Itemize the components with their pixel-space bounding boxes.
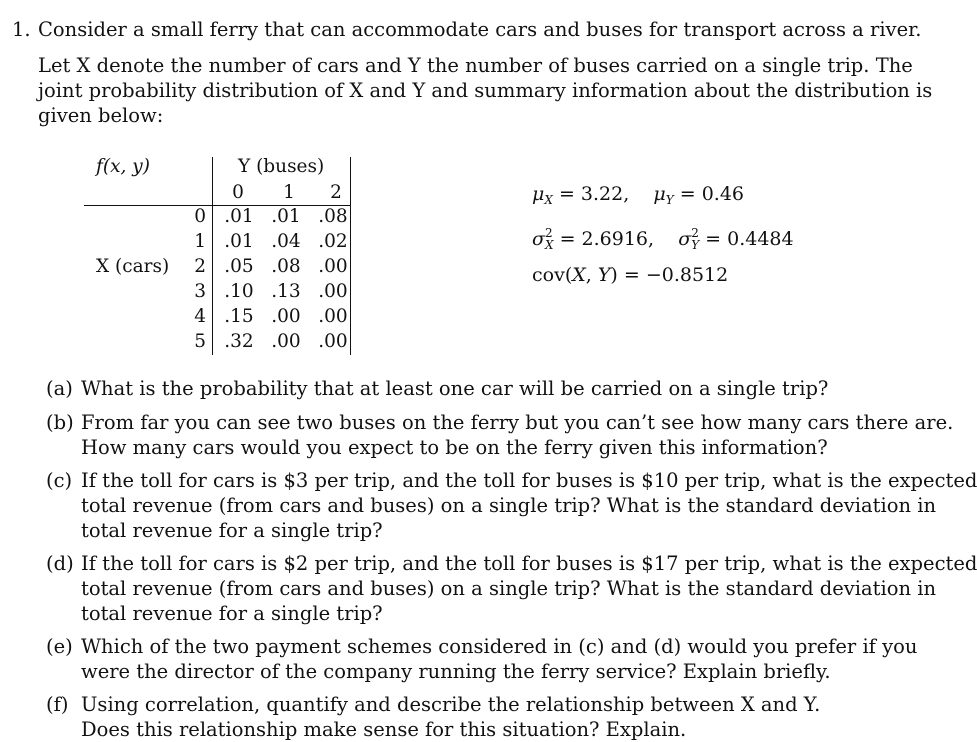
table-col-header: Y (buses) [238, 156, 325, 177]
table-row-header: X (cars) [96, 256, 170, 277]
row-value: 4 [194, 306, 206, 327]
table-cell: .02 [318, 231, 348, 252]
row-value: 5 [194, 331, 206, 352]
question-line: Does this relationship make sense for this situation? Explain. [81, 718, 687, 741]
table-horizontal-rule [84, 205, 351, 206]
table-cell: .05 [224, 256, 254, 277]
table-cell: .10 [224, 281, 254, 302]
question-label: (d) [46, 552, 74, 575]
question-label: (c) [46, 469, 73, 492]
table-cell: .00 [318, 331, 348, 352]
description-line: Let X denote the number of cars and Y the number of buses carried on a single trip. The [38, 54, 913, 77]
question-line: If the toll for cars is $2 per trip, and the toll for buses is $17 per trip, what is the expected [81, 552, 977, 575]
question-line: total revenue for a single trip? [81, 519, 383, 542]
question-line: Using correlation, quantify and describe the relationship between X and Y. [81, 693, 821, 716]
row-value: 3 [194, 281, 206, 302]
covariance-line: cov(X, Y) = −0.8512 [532, 264, 729, 286]
question-line: From far you can see two buses on the ferry but you can’t see how many cars there are. [81, 411, 954, 434]
question-line: How many cars would you expect to be on the ferry given this information? [81, 436, 828, 459]
var-x-value: 2.6916 [581, 228, 649, 250]
question-line: total revenue (from cars and buses) on a single trip? What is the standard deviation in [81, 494, 937, 517]
table-cell: .00 [271, 306, 301, 327]
problem-intro: Consider a small ferry that can accommodate cars and buses for transport across a river. [38, 18, 922, 41]
table-cell: .32 [224, 331, 254, 352]
description-line: joint probability distribution of X and Y and summary information about the distribution is [38, 79, 933, 102]
table-cell: .00 [318, 306, 348, 327]
question-line: total revenue (from cars and buses) on a single trip? What is the standard deviation in [81, 577, 937, 600]
mean-line: $\mu_X = 3.22$, $\mu_Y = 0.46$ [532, 183, 745, 207]
table-cell: .01 [224, 206, 254, 227]
table-cell: .00 [318, 281, 348, 302]
question-line: If the toll for cars is $3 per trip, and the toll for buses is $10 per trip, what is the expected [81, 469, 977, 492]
table-vertical-rule [212, 203, 213, 355]
description-line: given below: [38, 104, 164, 127]
table-right-rule [350, 157, 351, 355]
problem-number: 1. [12, 18, 31, 41]
table-cell: .15 [224, 306, 254, 327]
table-cell: .01 [271, 206, 301, 227]
question-line: What is the probability that at least one car will be carried on a single trip? [81, 377, 829, 400]
table-cell: .08 [318, 206, 348, 227]
row-value: 0 [194, 206, 206, 227]
table-cell: .13 [271, 281, 301, 302]
question-label: (e) [46, 635, 73, 658]
problem-description [38, 53, 933, 128]
question-label: (a) [46, 377, 73, 400]
table-cell: .00 [318, 256, 348, 277]
col-value: 1 [283, 182, 295, 203]
table-cell: .04 [271, 231, 301, 252]
table-vertical-rule [212, 157, 213, 203]
col-value: 2 [330, 182, 342, 203]
table-cell: .00 [271, 331, 301, 352]
question-line: total revenue for a single trip? [81, 602, 383, 625]
cov-value: −0.8512 [645, 264, 729, 286]
question-label: (f) [46, 693, 69, 716]
variance-line: σ $_{2 X}$ = 2.6916, σ $_{2 Y}$ = 0.4484 [532, 226, 794, 252]
col-value: 0 [232, 182, 244, 203]
question-line: were the director of the company running the ferry service? Explain briefly. [81, 660, 831, 683]
row-value: 2 [194, 256, 206, 277]
table-corner-label: f(x, y) [96, 156, 150, 177]
table-cell: .01 [224, 231, 254, 252]
row-value: 1 [194, 231, 206, 252]
mu-y-value: 0.46 [701, 183, 745, 205]
question-label: (b) [46, 411, 74, 434]
mu-x-value: 3.22 [580, 183, 624, 205]
var-y-value: 0.4484 [727, 228, 794, 250]
table-cell: .08 [271, 256, 301, 277]
question-line: Which of the two payment schemes considered in (c) and (d) would you prefer if you [81, 635, 918, 658]
